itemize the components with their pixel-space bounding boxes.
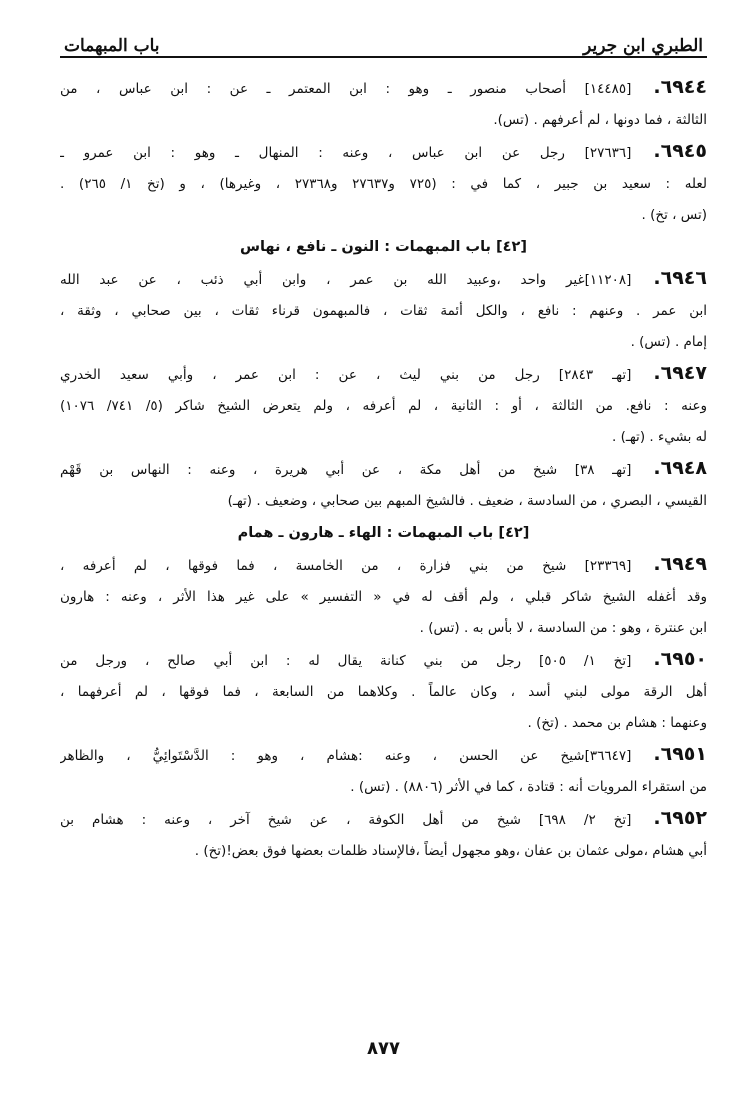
entry-line: (تس ، تخ) . — [641, 207, 707, 223]
entry-text: [٢٧٦٣٦] رجل عن ابن عباس ، وعنه : المنهال ـ وهو : ابن عمرو ـ — [60, 145, 632, 161]
running-header — [60, 22, 707, 58]
entry-line: ابن عنترة ، وهو : من السادسة ، لا بأس به . (تس) . — [419, 620, 707, 636]
entry-first-line — [60, 549, 707, 582]
entry-first-line — [60, 453, 707, 486]
entry-line: ابن عمر . وعنهم : نافع ، والكل أئمة ثقات ، فالمبهمون قرناء ثقات ، بين صحابي ، وثقة ، — [60, 303, 707, 319]
entry — [60, 136, 707, 231]
entry-number: ٦٩٥٢. — [653, 807, 707, 829]
entry — [60, 644, 707, 739]
entry-first-line — [60, 358, 707, 391]
entry — [60, 453, 707, 517]
entry-line: من استقراء المرويات أنه : قتادة ، كما في الأثر (٨٨٠٦) . (تس) . — [350, 779, 707, 795]
entry-line: له بشيء . (تهـ) . — [612, 429, 707, 445]
entry-number: ٦٩٥٠. — [653, 648, 707, 670]
entry-number: ٦٩٤٦. — [653, 267, 707, 289]
entry-line: أبي هشام ،مولى عثمان بن عفان ،وهو مجهول أيضاً ،فالإسناد ظلمات بعضها فوق بعض!(تخ) . — [194, 843, 707, 859]
entry-line: الثالثة ، فما دونها ، لم أعرفهم . (تس). — [493, 112, 707, 128]
entry-number: ٦٩٤٩. — [653, 553, 707, 575]
entry-text: [٣٦٦٤٧]شيخ عن الحسن ، وعنه :هشام ، وهو : الدَّسْتَوائِيُّ ، والظاهر — [60, 748, 632, 764]
entry-line: وعنهما : هشام بن محمد . (تخ) . — [527, 715, 707, 731]
entry — [60, 72, 707, 136]
section-heading: [٤٢] باب المبهمات : الهاء ـ هارون ـ همام — [237, 525, 530, 541]
entry-line: لعله : سعيد بن جبير ، كما في : (٧٢٥ و٢٧٦٣٧ و٢٧٣٦٨ ، وغيرها) ، و (تخ ١/ ٢٦٥) . — [60, 176, 707, 192]
entry-first-line — [60, 739, 707, 772]
entry-number: ٦٩٤٨. — [653, 457, 707, 479]
entry-line: القيسي ، البصري ، من السادسة ، ضعيف . فالشيخ المبهم بين صحابي ، وضعيف . (تهـ) — [227, 493, 707, 509]
running-header-chapter-title: باب المبهمات — [64, 36, 160, 56]
entry — [60, 739, 707, 803]
entry-text: [١١٢٠٨]غير واحد ،وعبيد الله بن عمر ، وابن أبي ذئب ، عن عبد الله — [60, 272, 632, 288]
entry — [60, 263, 707, 358]
page-number: ٨٧٧ — [367, 1038, 400, 1059]
entry-first-line — [60, 803, 707, 836]
entry-text: [١٤٤٨٥] أصحاب منصور ـ وهو : ابن المعتمر ـ عن : ابن عباس ، من — [60, 81, 632, 97]
entry — [60, 358, 707, 453]
entry — [60, 549, 707, 644]
entry-text: [تهـ ٣٨] شيخ من أهل مكة ، عن أبي هريرة ، وعنه : النهاس بن قَهْم — [60, 462, 632, 478]
entry-first-line — [60, 644, 707, 677]
entry-first-line — [60, 72, 707, 105]
entry-line: وعنه : نافع. من الثالثة ، أو : الثانية ، لم أعرفه ، ولم يتعرض الشيخ شاكر (٥/ ٧٤١/ ١٠٧٦) — [60, 398, 707, 414]
entry-line: أهل الرقة مولى لبني أسد ، وكان عالماً . وكلاهما من السابعة ، فما فوقها ، لم أعرفهما ، — [60, 684, 707, 700]
entry-number: ٦٩٤٧. — [653, 362, 707, 384]
entry-first-line — [60, 263, 707, 296]
entry-line: وقد أغفله الشيخ شاكر قبلي ، ولم أقف له في « التفسير » على غير هذا الأثر ، وعنه : هارون — [60, 589, 707, 605]
entry-text: [تخ ١/ ٥٠٥] رجل من بني كنانة يقال له : ابن أبي صالح ، ورجل من — [60, 653, 632, 669]
entry-text: [تهـ ٢٨٤٣] رجل من بني ليث ، عن : ابن عمر ، وأبي سعيد الخدري — [60, 367, 632, 383]
entry-line: إمام . (تس) . — [630, 334, 707, 350]
entry — [60, 803, 707, 867]
page-content — [60, 72, 707, 867]
entry-text: [٢٣٣٦٩] شيخ من بني فزارة ، من الخامسة ، فما فوقها ، لم أعرفه ، — [60, 558, 632, 574]
entry-number: ٦٩٤٤. — [653, 76, 707, 98]
entry-first-line — [60, 136, 707, 169]
book-page — [60, 22, 707, 1074]
running-header-book-title: الطبري ابن جرير — [583, 36, 703, 56]
entry-number: ٦٩٤٥. — [653, 140, 707, 162]
entry-text: [تخ ٢/ ٦٩٨] شيخ من أهل الكوفة ، عن شيخ آخر ، وعنه : هشام بن — [60, 812, 632, 828]
section-heading: [٤٢] باب المبهمات : النون ـ نافع ، نهاس — [239, 239, 527, 255]
entry-number: ٦٩٥١. — [653, 743, 707, 765]
